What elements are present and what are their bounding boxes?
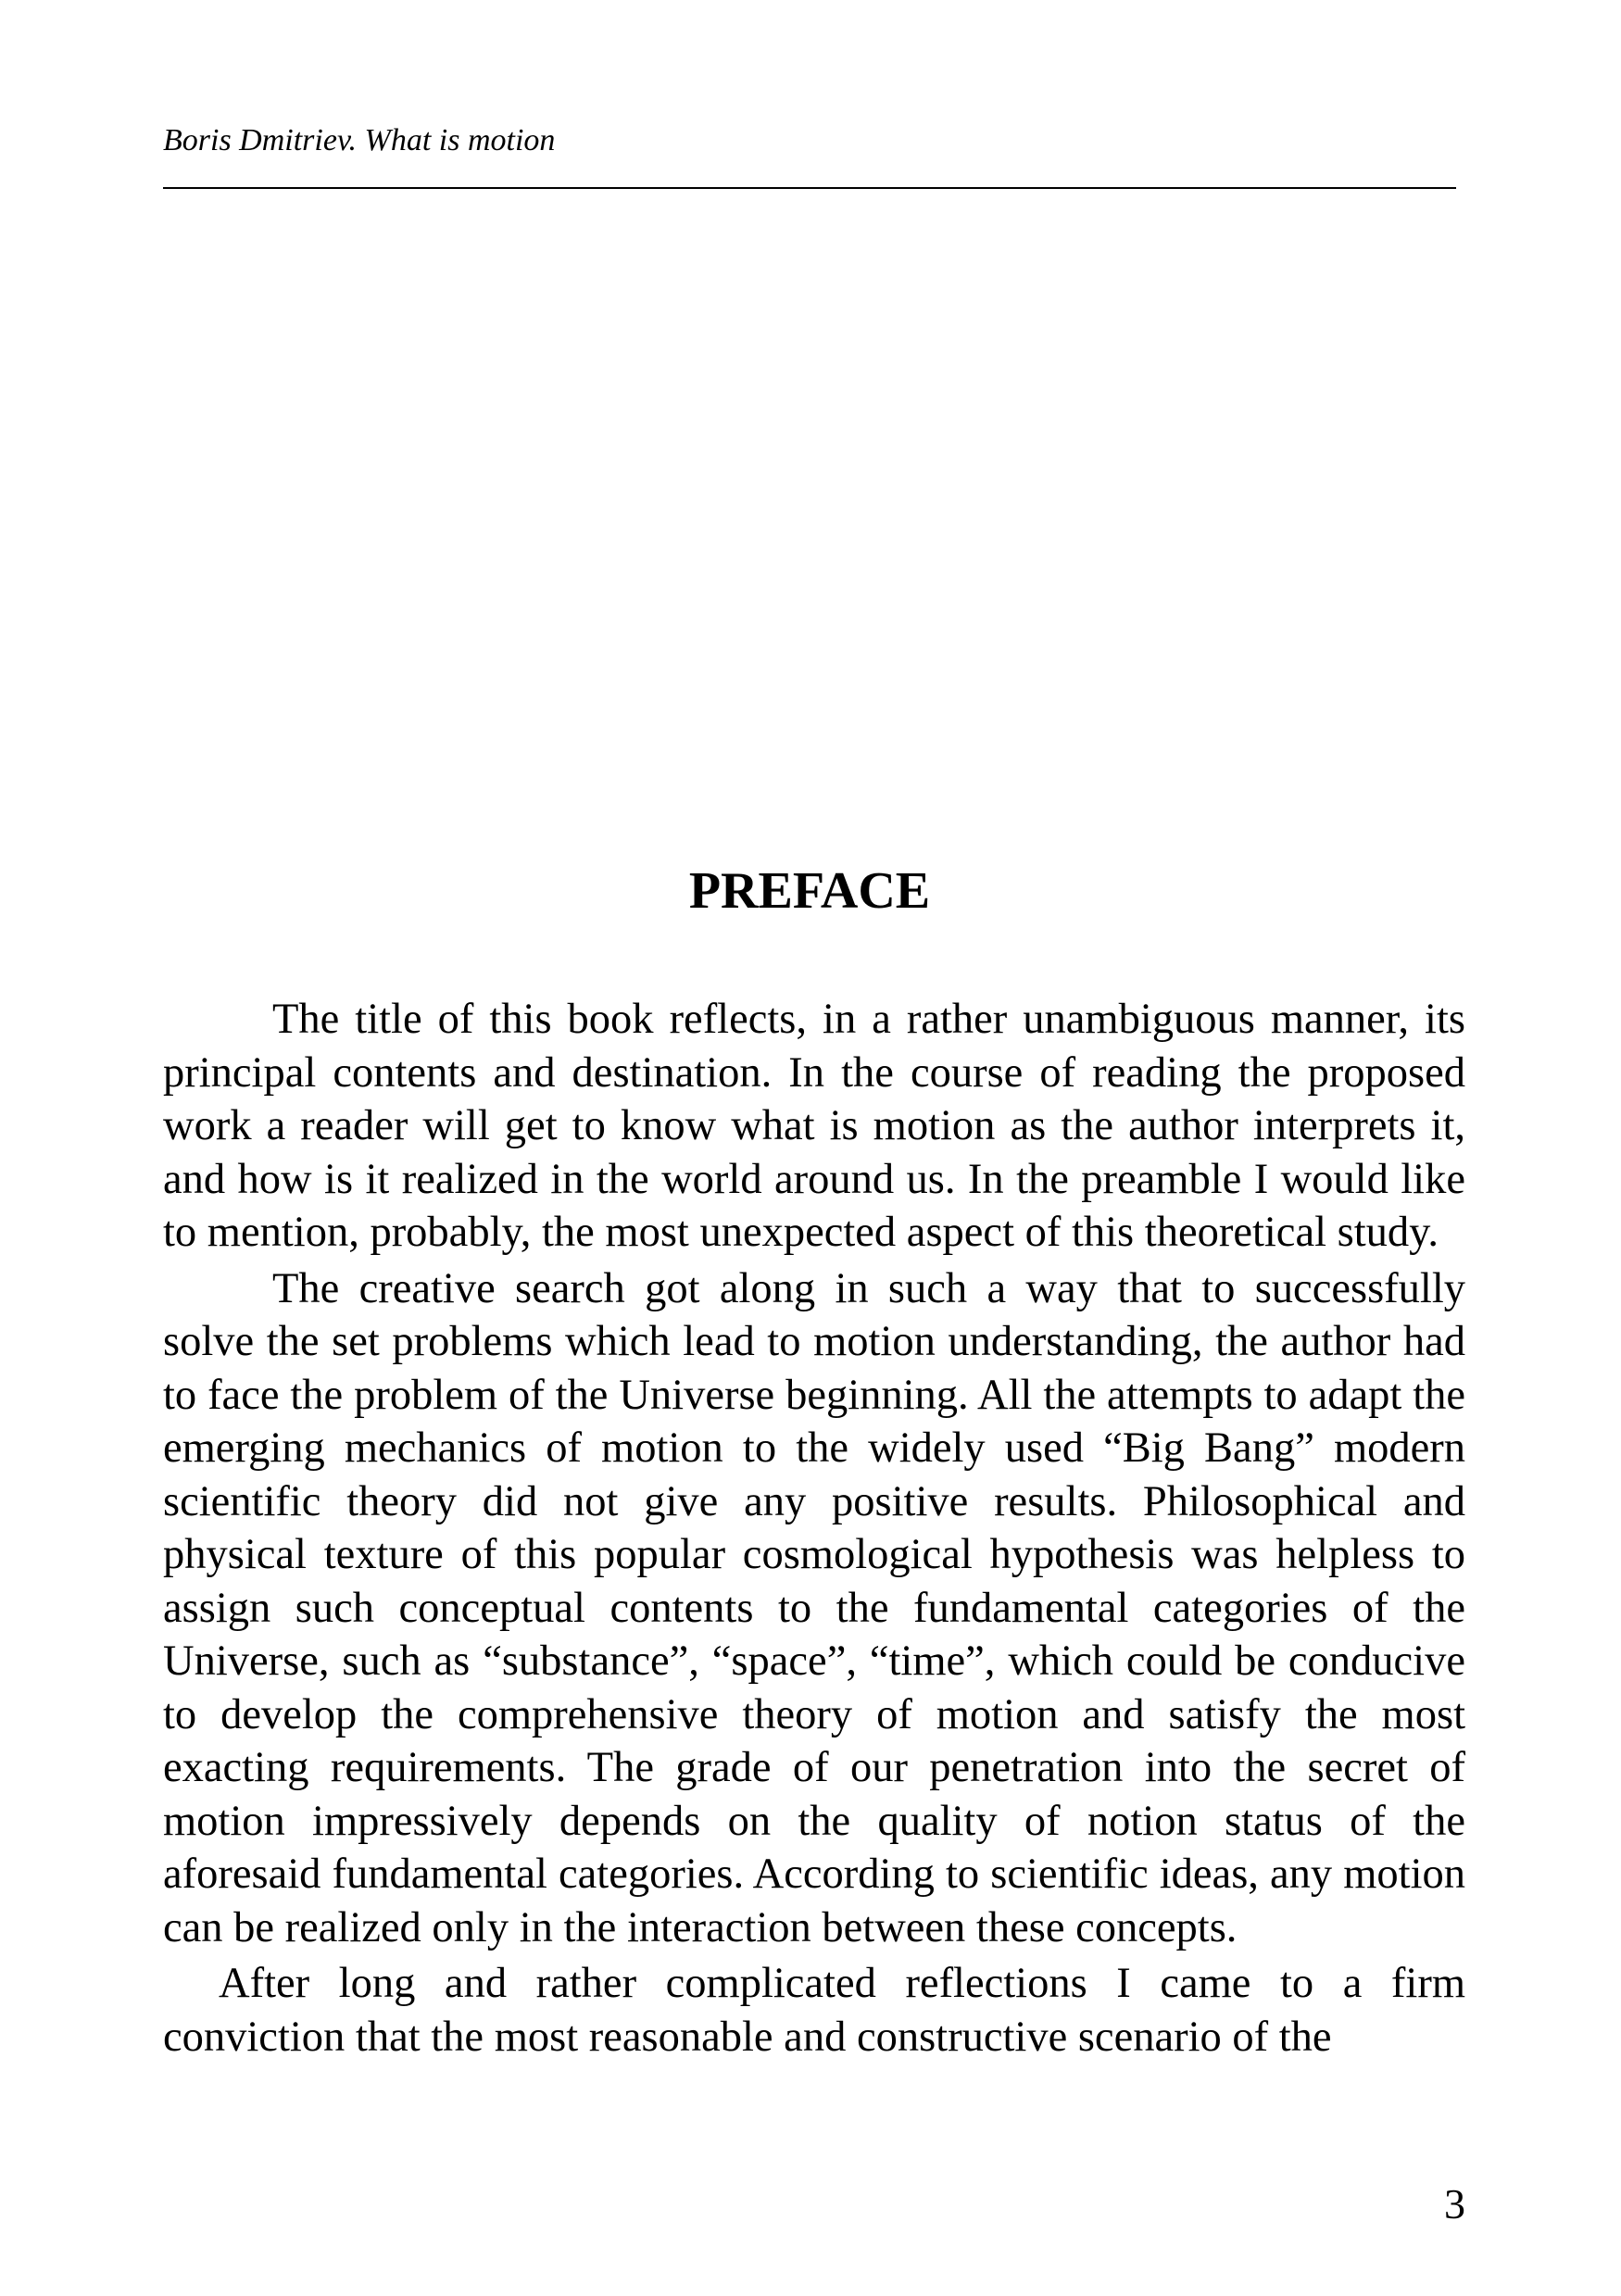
- paragraph: The creative search got along in such a way that to successfully solve the set problems which lead to motion understanding, the author had to face the problem of the Universe beginning. All the attempts to adapt the emerging mechanics of motion to the widely used “Big Bang” modern scientific theory did not give any positive results. Philosophical and physical texture of this popular cosmological hypothesis was helpless to assign such conceptual contents to the fundamental categories of the Universe, such as “substance”, “space”, “time”, which could be conducive to develop the comprehensive theory of motion and satisfy the most exacting requirements. The grade of our penetration into the secret of motion impressively depends on the quality of notion status of the aforesaid fundamental categories. According to scientific ideas, any motion can be realized only in the interaction between these concepts.: [163, 1264, 1465, 1951]
- section-title: PREFACE: [688, 862, 931, 920]
- running-header: Boris Dmitriev. What is motion: [163, 123, 556, 157]
- paragraph: The title of this book reflects, in a rather unambiguous manner, its principal contents and destination. In the course of reading the proposed work a reader will get to know what is motion as the author interprets it, and how is it realized in the world around us. In the preamble I would like to mention, probably, the most unexpected aspect of this theoretical study.: [163, 996, 1465, 1256]
- page-number: 3: [1444, 2180, 1465, 2227]
- body-text: [163, 993, 1465, 2066]
- header-rule: [163, 187, 1456, 189]
- paragraph: After long and rather complicated reflections I came to a firm conviction that the most reasonable and constructive scenario of the: [163, 1960, 1465, 2061]
